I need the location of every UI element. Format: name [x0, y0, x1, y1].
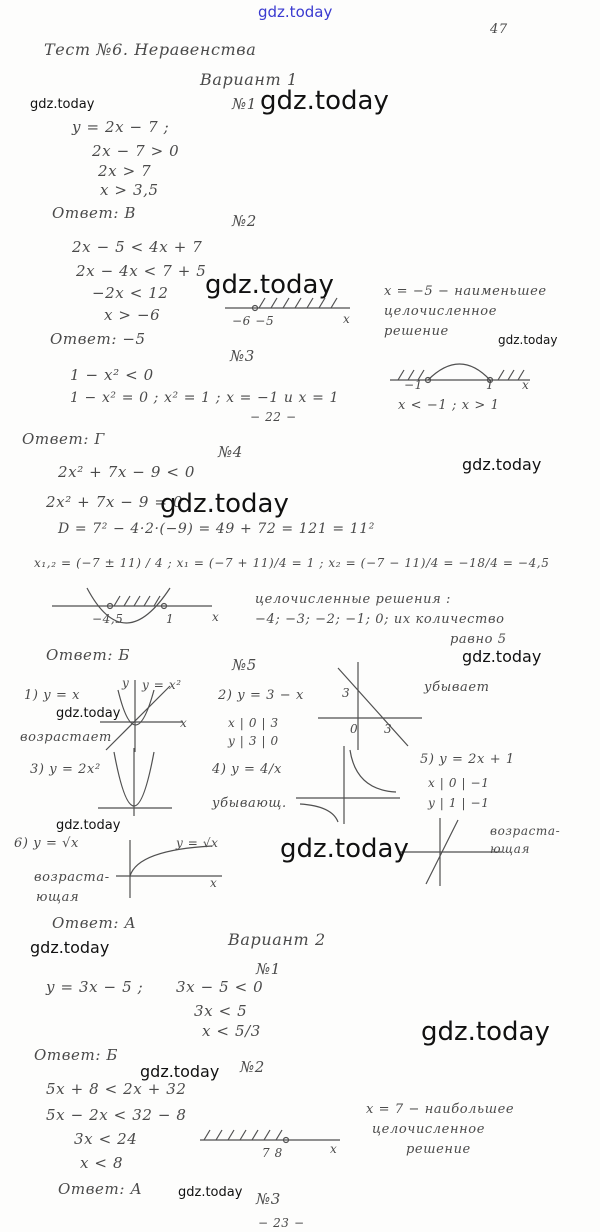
v1-p2-axis-x: x [343, 312, 351, 326]
watermark: gdz.today [421, 1017, 550, 1047]
v1-p3-axis-x: x [522, 378, 530, 392]
v1-p4-line: D = 7² − 4·2·(−9) = 49 + 72 = 121 = 11² [58, 521, 375, 537]
v1-p5-g3-graph [98, 748, 178, 818]
v1-p4-tick-left: −4,5 [92, 612, 124, 626]
v1-p1-line: x > 3,5 [100, 181, 159, 199]
v1-p5-g5-table-row: y | 1 | −1 [428, 796, 490, 810]
v1-p5-g2-tick-y: 3 [342, 686, 351, 700]
v1-p5-g4-word: убывающ. [212, 796, 287, 811]
v1-p5-g6-word: ющая [36, 890, 80, 905]
v2-p2-note: x = 7 − наибольшее [366, 1102, 515, 1117]
v1-p4-note: целочисленные решения : [255, 592, 451, 607]
v1-p5-answer: Ответ: А [52, 914, 137, 932]
v1-p3-result: x < −1 ; x > 1 [398, 398, 500, 413]
v1-p4-note: равно 5 [450, 632, 507, 647]
watermark: gdz.today [178, 1185, 243, 1200]
v1-p5-g1-extra: y = x² [142, 678, 182, 692]
v2-p2-answer: Ответ: А [58, 1180, 143, 1198]
watermark: gdz.today [160, 489, 289, 519]
v2-p2-line: x < 8 [80, 1154, 124, 1172]
v1-p4-note: −4; −3; −2; −1; 0; их количество [255, 612, 505, 627]
watermark: gdz.today [56, 818, 121, 833]
v1-p3-line: 1 − x² = 0 ; x² = 1 ; x = −1 и x = 1 [70, 390, 339, 406]
v1-p4-line: x₁,₂ = (−7 ± 11) / 4 ; x₁ = (−7 + 11)/4 = 1 ; x₂ = (−7 − 11)/4 = −18/4 = −4,5 [34, 556, 550, 570]
v1-p3-tick-right: 1 [486, 378, 495, 392]
v1-p5-g5-label: 5) y = 2x + 1 [420, 752, 515, 767]
watermark: gdz.today [462, 455, 542, 474]
v1-p5-g2-graph [318, 662, 428, 752]
v1-p2-line: 2x − 4x < 7 + 5 [76, 262, 207, 280]
page-number: 47 [490, 22, 508, 37]
v2-p2-line: 5x + 8 < 2x + 32 [46, 1080, 187, 1098]
v1-p5-g1-axis-y: y [122, 676, 130, 690]
v1-p3-answer: Ответ: Г [22, 430, 105, 448]
v1-p5-g2-table-row: x | 0 | 3 [228, 716, 279, 730]
v1-p2-note: x = −5 − наименьшее [384, 284, 547, 299]
v1-p5-number: №5 [232, 656, 257, 674]
v1-p3-page-mark: − 22 − [250, 410, 297, 424]
v1-p2-line: 2x − 5 < 4x + 7 [72, 238, 203, 256]
v1-p5-g1-label: 1) y = x [24, 688, 81, 703]
v1-p4-axis-x: x [212, 610, 220, 624]
v1-p1-line: 2x > 7 [98, 162, 152, 180]
v1-p5-g6-label: 6) y = √x [14, 836, 79, 851]
v1-p5-g5-word: возраста- [490, 824, 561, 838]
v1-p2-note: целочисленное [384, 304, 498, 319]
v2-p1-line: 3x − 5 < 0 [176, 978, 264, 996]
v1-p4-parabola [52, 588, 222, 638]
v1-p3-tick-left: −1 [404, 378, 423, 392]
v1-p4-line: 2x² + 7x − 9 = 0 [46, 493, 184, 511]
v2-p3-number: №3 [256, 1190, 281, 1208]
v2-p1-number: №1 [256, 960, 281, 978]
v1-p3-number: №3 [230, 347, 255, 365]
v1-p5-g2-label: 2) y = 3 − x [218, 688, 304, 703]
v1-p1-line: y = 2x − 7 ; [72, 118, 170, 136]
watermark: gdz.today [205, 270, 334, 300]
variant-2-title: Вариант 2 [228, 930, 326, 949]
v1-p2-axis-ticks: −6 −5 [232, 314, 275, 328]
variant-1-title: Вариант 1 [200, 70, 298, 89]
v2-p1-answer: Ответ: Б [34, 1046, 118, 1064]
v1-p5-g5-word: ющая [490, 842, 531, 856]
v1-p5-g1-axis-x: x [180, 716, 188, 730]
v1-p4-line: 2x² + 7x − 9 < 0 [58, 463, 196, 481]
v1-p5-g6-graph [116, 840, 226, 900]
v2-p2-line: 5x − 2x < 32 − 8 [46, 1106, 187, 1124]
v1-p5-g4-label: 4) y = 4/x [212, 762, 282, 777]
v1-p5-g2-tick-x: 3 [384, 722, 393, 736]
v1-p1-line: 2x − 7 > 0 [92, 142, 180, 160]
v2-p2-note: целочисленное [372, 1122, 486, 1137]
v1-p5-g2-table-row: y | 3 | 0 [228, 734, 279, 748]
v1-p5-g5-table-row: x | 0 | −1 [428, 776, 490, 790]
watermark: gdz.today [498, 333, 558, 347]
watermark: gdz.today [280, 834, 409, 864]
watermark: gdz.today [140, 1062, 220, 1081]
v1-p5-g1-word: возрастает [20, 730, 112, 745]
v2-p1-line: 3x < 5 [194, 1002, 248, 1020]
v1-p5-g6-word: возраста- [34, 870, 110, 885]
v1-p4-answer: Ответ: Б [46, 646, 130, 664]
v1-p2-line: x > −6 [104, 306, 161, 324]
v2-page-mark: − 23 − [258, 1216, 305, 1230]
page-title: Тест №6. Неравенства [44, 40, 257, 59]
v2-p2-line: 3x < 24 [74, 1130, 138, 1148]
watermark: gdz.today [56, 706, 121, 721]
v2-p1-line: y = 3x − 5 ; [46, 978, 144, 996]
v1-p5-g2-word: убывает [424, 680, 490, 695]
v2-p2-axis-x: x [330, 1142, 338, 1156]
v1-p1-answer: Ответ: В [52, 204, 136, 222]
v1-p5-g2-origin: 0 [350, 722, 359, 736]
v1-p1-number: №1 [232, 95, 257, 113]
v2-p2-note: решение [406, 1142, 471, 1157]
v2-p2-tick: 7 8 [262, 1146, 283, 1160]
v1-p4-number: №4 [218, 443, 243, 461]
watermark: gdz.today [462, 647, 542, 666]
v1-p4-tick-right: 1 [166, 612, 175, 626]
watermark: gdz.today [30, 938, 110, 957]
v1-p2-line: −2x < 12 [92, 284, 169, 302]
v1-p2-note: решение [384, 324, 449, 339]
v1-p5-g6-extra: y = √x [176, 836, 219, 850]
v1-p5-g4-graph [296, 746, 406, 826]
watermark: gdz.today [260, 86, 389, 116]
v1-p5-g6-axis-x: x [210, 876, 218, 890]
watermark: gdz.today [30, 97, 95, 112]
v2-p2-number: №2 [240, 1058, 265, 1076]
v2-p1-line: x < 5/3 [202, 1022, 261, 1040]
v1-p5-g3-label: 3) y = 2x² [30, 762, 101, 777]
watermark-top: gdz.today [258, 3, 333, 21]
v1-p2-answer: Ответ: −5 [50, 330, 146, 348]
v1-p2-number: №2 [232, 212, 257, 230]
v1-p3-line: 1 − x² < 0 [70, 366, 154, 384]
